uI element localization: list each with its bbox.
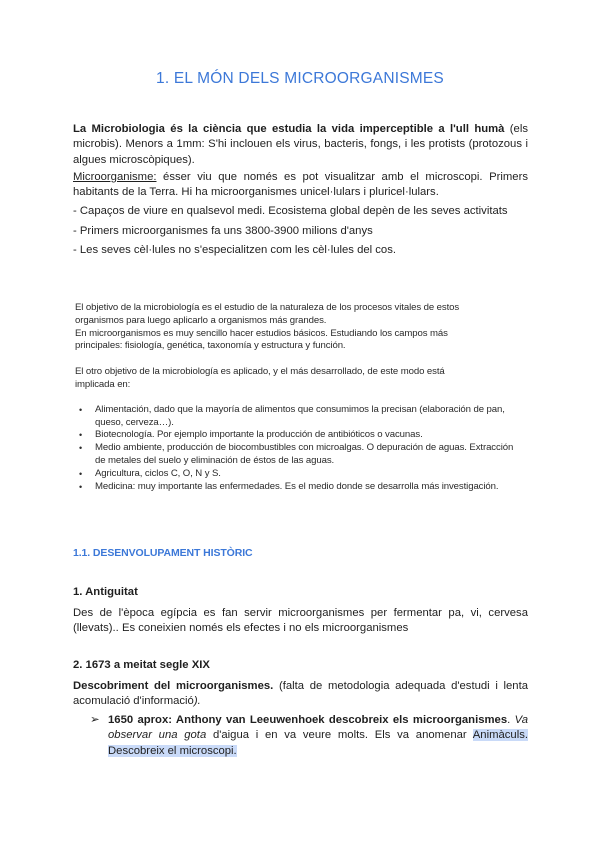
dash-item-2: - Primers microorganismes fa uns 3800-3900 milions d'anys <box>73 225 373 237</box>
list-item: • Agricultura, ciclos C, O, N y S. <box>79 467 221 479</box>
bullet-icon: • <box>79 430 83 441</box>
scan-line: En microorganismos es muy sencillo hacer estudios básicos. Estudiando los campos más <box>75 327 448 339</box>
list-item: • Medio ambiente, producción de biocombustibles con microalgas. O depuración de aguas. Extracción de metales del suelo y eliminación de éstos de las aguas. <box>79 442 514 466</box>
list-item: • Medicina: muy importante las enfermedades. Es el medio donde se desarrolla más investigación. <box>79 480 499 492</box>
scanned-excerpt <box>75 302 515 493</box>
scan-line: El otro objetivo de la microbiología es aplicado, y el más desarrollado, de este modo está <box>75 366 445 378</box>
scan-line: organismos para luego aplicarlo a organismos más grandes. <box>75 314 327 326</box>
definition-term: Microorganisme: <box>73 171 157 183</box>
bullet-icon: • <box>79 404 83 415</box>
highlight-animaculs: Animàculs. <box>472 729 528 742</box>
list-item: • Alimentación, dado que la mayoría de alimentos que consumimos la precisan (elaboración de pan, queso, cerveza…). <box>79 403 505 428</box>
intro-paragraph <box>73 122 528 168</box>
dash-item-3: - Les seves cèl·lules no s'especialitzen com les cèl·lules del cos. <box>73 244 397 256</box>
period2-bold: Descobriment del microorganismes. <box>73 680 274 692</box>
page-title: 1. EL MÓN DELS MICROORGANISMES <box>156 70 444 87</box>
period2-heading: 2. 1673 a meitat segle XIX <box>73 659 210 671</box>
section-heading-1-1: 1.1. DESENVOLUPAMENT HISTÒRIC <box>73 547 253 559</box>
bullet-icon: • <box>79 468 83 479</box>
scan-bullet-list <box>75 404 515 494</box>
dash-item-1: - Capaços de viure en qualsevol medi. Ecosistema global depèn de les seves activitats <box>73 205 508 217</box>
definition-paragraph <box>73 170 528 201</box>
scan-line: principales: fisiología, genética, taxonomía y estructura y función. <box>75 340 346 352</box>
arrow-bullet-icon: ➢ <box>90 714 100 726</box>
intro-rest: (els microbis). Menors a 1mm: S'hi inclouen els virus, bacteris, fongs, i les protists (protozous i algues microscòpiques). <box>73 123 528 166</box>
list-item: ➢ 1650 aprox: Anthony van Leeuwenhoek descobreix els microorganismes. Va observar una gota d'aigua i en va veure molts. Els va anomenar Animàculs. Descobreix el microscopi. <box>90 714 528 757</box>
highlight-microscopi: Descobreix el microscopi. <box>108 744 237 757</box>
intro-bold: La Microbiologia és la ciència que estudia la vida imperceptible a l'ull humà <box>73 123 505 135</box>
antiguitat-paragraph: Des de l'època egípcia es fan servir microorganismes per fermentar pa, vi, cervesa (llevats).. Es coneixien només els efectes i no els microorganismes <box>73 607 528 635</box>
antiguitat-heading: 1. Antiguitat <box>73 586 138 598</box>
scan-line: implicada en: <box>75 378 131 390</box>
definition-text: ésser viu que només es pot visualitzar amb el microscopi. Primers habitants de la Terra. Hi ha microorganismes unicel·lulars i pluricel·lulars. <box>73 171 528 199</box>
bullet-icon: • <box>79 481 83 492</box>
scan-line: El objetivo de la microbiología es el estudio de la naturaleza de los procesos vitales de estos <box>75 302 460 313</box>
list-item: • Biotecnología. Por ejemplo importante la producción de antibióticos o vacunas. <box>79 429 423 441</box>
bullet-icon: • <box>79 443 83 454</box>
period2-paragraph: Descobriment del microorganismes. (falta de metodologia adequada d'estudi i lenta acomulació d'informació). <box>73 680 528 708</box>
